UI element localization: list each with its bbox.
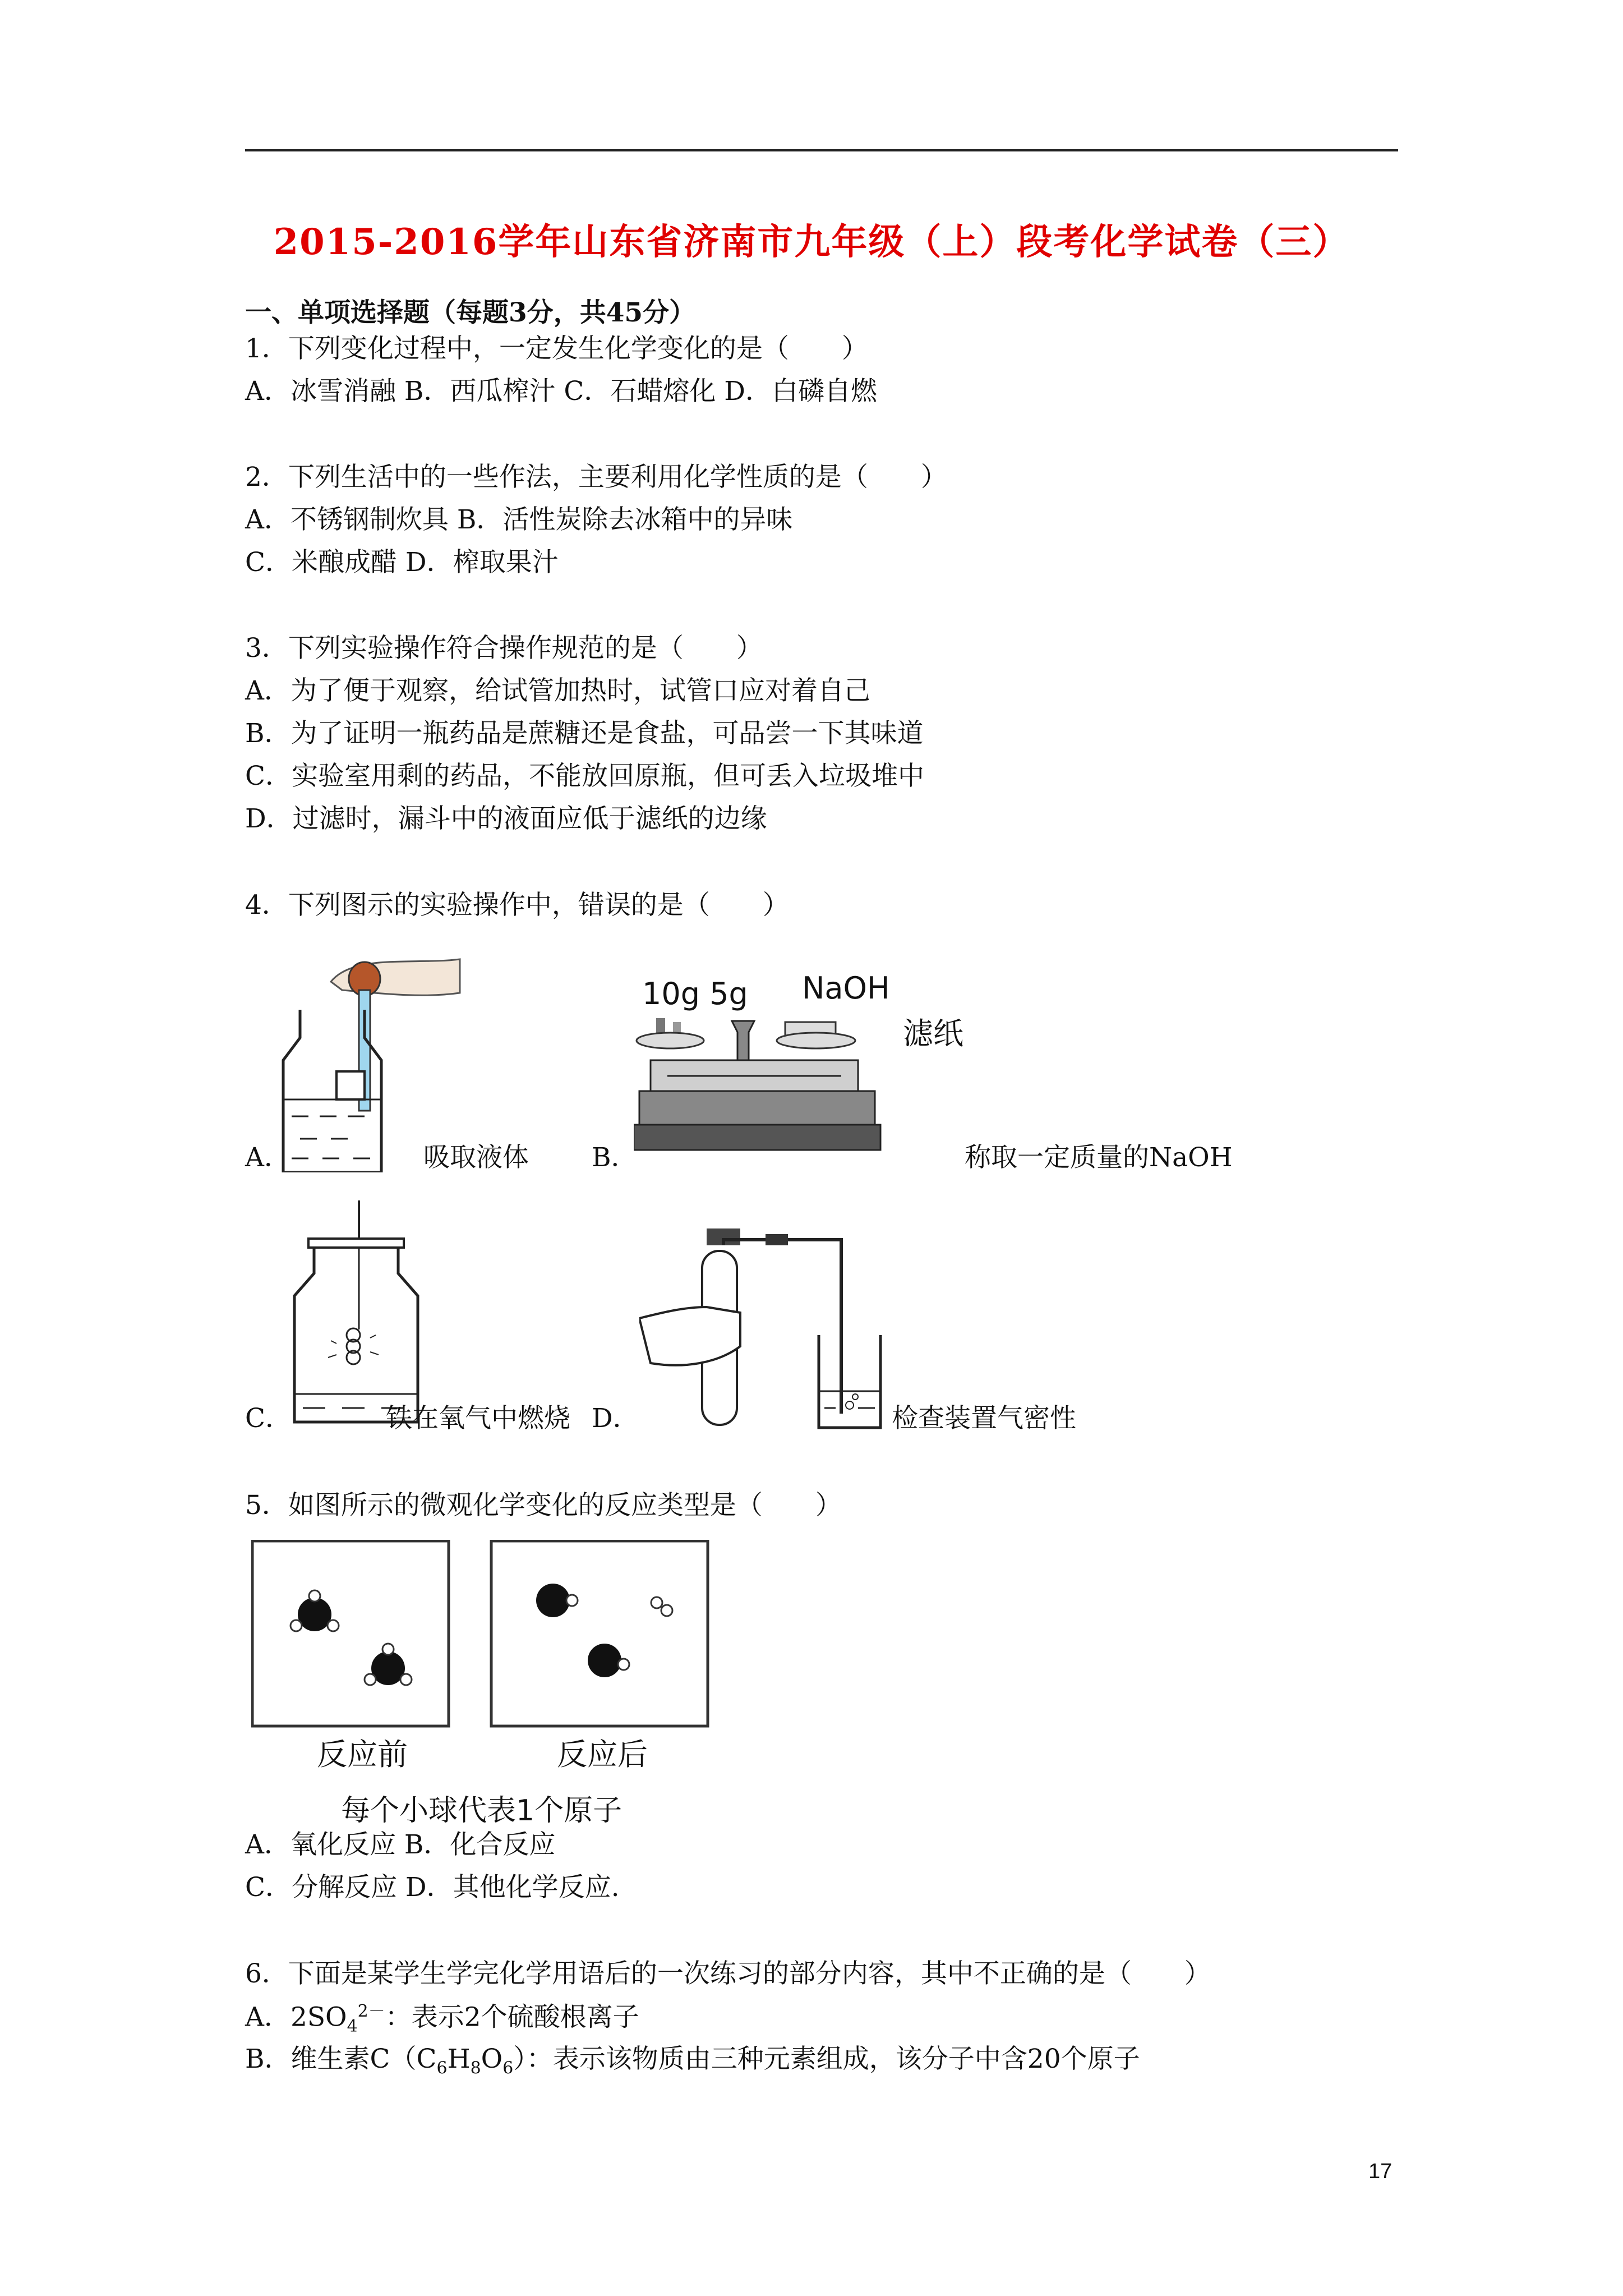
page-number: 17 xyxy=(1368,2160,1393,2183)
q1-stem: 1．下列变化过程中，一定发生化学变化的是（ ） xyxy=(245,333,868,364)
q3-option-d: D．过滤时，漏斗中的液面应低于滤纸的边缘 xyxy=(245,803,767,834)
iron-combustion-figure xyxy=(292,1200,426,1425)
q5-stem: 5．如图所示的微观化学变化的反应类型是（ ） xyxy=(245,1490,842,1521)
q3-option-c: C．实验室用剩的药品，不能放回原瓶，但可丢入垃圾堆中 xyxy=(245,761,924,792)
balance-naoh-label: NaOH xyxy=(802,970,890,1006)
header-rule xyxy=(245,149,1398,151)
q3-option-b: B．为了证明一瓶药品是蔗糖还是食盐，可品尝一下其味道 xyxy=(245,718,924,749)
page-title: 2015-2016学年山东省济南市九年级（上）段考化学试卷（三） xyxy=(273,221,1350,263)
q2-options-line2: C．米酿成醋 D．榨取果汁 xyxy=(245,547,559,578)
airtightness-check-figure xyxy=(639,1228,903,1430)
balance-filter-paper-label: 滤纸 xyxy=(903,1016,963,1051)
q6-option-a: A．$2SO_4^{2-}$：表示2个硫酸根离子 xyxy=(245,2001,639,2037)
q5-options-line1: A．氧化反应 B．化合反应 xyxy=(245,1829,556,1860)
q6-option-b: B．维生素$C(C_6H_8O_6)$：表示该物质由三种元素组成，该分子中含20个原子 xyxy=(245,2044,1140,2078)
q4-option-b-letter: B． xyxy=(592,1142,638,1173)
q2-stem: 2．下列生活中的一些作法，主要利用化学性质的是（ ） xyxy=(245,462,947,493)
q4-option-d-letter: D． xyxy=(592,1403,639,1434)
q2-options-line1: A．不锈钢制炊具 B．活性炭除去冰箱中的异味 xyxy=(245,504,793,535)
q4-option-c-text: 铁在氧气中燃烧 xyxy=(386,1403,570,1434)
q4-option-a-letter: A． xyxy=(245,1142,291,1173)
q1-options: A．冰雪消融 B．西瓜榨汁 C．石蜡熔化 D．白磷自燃 xyxy=(245,376,877,407)
q4-option-d-text: 检查装置气密性 xyxy=(892,1403,1076,1434)
balance-figure xyxy=(634,1010,903,1172)
q3-option-a: A．为了便于观察，给试管加热时，试管口应对着自己 xyxy=(245,675,870,706)
balance-weights-label: 10g 5g xyxy=(642,976,748,1011)
q5-options-line2: C．分解反应 D．其他化学反应. xyxy=(245,1872,620,1903)
after-label: 反应后 xyxy=(557,1737,648,1772)
q6-stem: 6．下面是某学生学完化学用语后的一次练习的部分内容，其中不正确的是（ ） xyxy=(245,1958,1211,1989)
q4-option-b-text: 称取一定质量的NaOH xyxy=(965,1142,1233,1173)
q4-option-a-text: 吸取液体 xyxy=(423,1142,529,1173)
q4-stem: 4．下列图示的实验操作中，错误的是（ ） xyxy=(245,890,789,921)
dropper-bottle-figure xyxy=(280,948,465,1172)
molecular-reaction-figure xyxy=(251,1540,750,1731)
q4-option-c-letter: C． xyxy=(245,1403,292,1434)
atom-note: 每个小球代表1个原子 xyxy=(341,1794,623,1828)
section-heading: 一、单项选择题（每题3分，共45分） xyxy=(245,297,696,328)
q3-stem: 3．下列实验操作符合操作规范的是（ ） xyxy=(245,633,763,664)
before-label: 反应前 xyxy=(317,1737,408,1772)
